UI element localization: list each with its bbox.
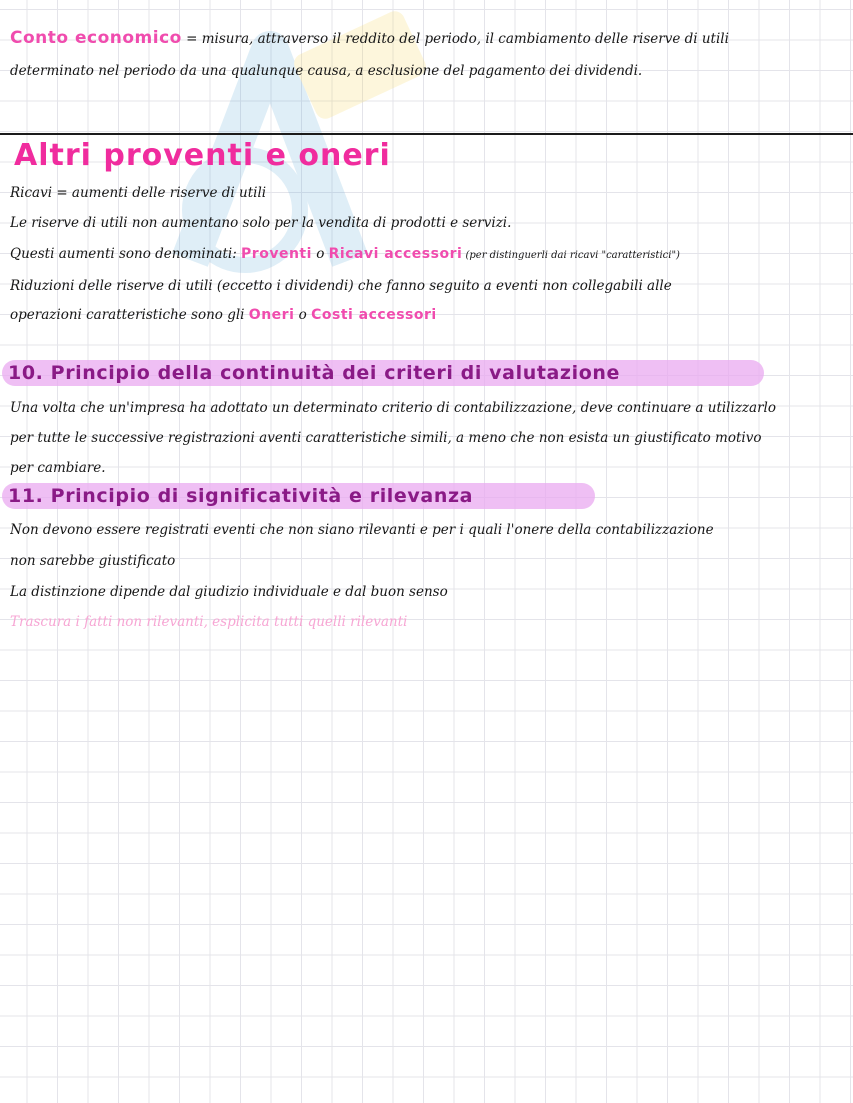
intro-line-1 [10, 28, 847, 49]
altri-line-3-mid: o [311, 246, 329, 262]
section-10-heading: 10. Principio della continuità dei criteri di valutazione [8, 362, 620, 384]
altri-line-5-start: operazioni caratteristiche sono gli [10, 307, 249, 323]
altri-line-5 [10, 305, 847, 325]
section-11-line-4: Trascura i fatti non rilevanti, esplicita tutti quelli rilevanti [10, 614, 408, 630]
conto-economico-term: Conto economico [10, 28, 182, 48]
section-11-line-1: Non devono essere registrati eventi che non siano rilevanti e per i quali l'onere della contabilizzazione [10, 522, 714, 538]
intro-line-1-text: = misura, attraverso il reddito del periodo, il cambiamento delle riserve di utili [181, 31, 729, 47]
costi-accessori-term: Costi accessori [311, 307, 437, 323]
section-divider [0, 133, 853, 135]
altri-line-3-start: Questi aumenti sono denominati: [10, 246, 242, 262]
altri-line-1: Ricavi = aumenti delle riserve di utili [10, 185, 267, 201]
section-11-line-2: non sarebbe giustificato [10, 553, 176, 569]
section-10-line-2: per tutte le successive registrazioni aventi caratteristiche simili, a meno che non esista un giustificato motivo [10, 430, 762, 446]
section-11-heading: 11. Principio di significatività e rilevanza [8, 485, 474, 507]
altri-line-5-mid: o [294, 307, 312, 323]
altri-line-2: Le riserve di utili non aumentano solo per la vendita di prodotti e servizi. [10, 215, 512, 231]
proventi-term: Proventi [241, 246, 312, 262]
altri-line-4: Riduzioni delle riserve di utili (eccetto i dividendi) che fanno seguito a eventi non collegabili alle [10, 278, 672, 294]
section-10-line-3: per cambiare. [10, 460, 106, 476]
intro-line-2: determinato nel periodo da una qualunque causa, a esclusione del pagamento dei dividendi. [10, 63, 643, 79]
altri-line-3 [10, 244, 847, 266]
ricavi-note: (per distinguerli dai ricavi "caratteristici") [462, 250, 680, 261]
section-11-line-3: La distinzione dipende dal giudizio individuale e dal buon senso [10, 584, 448, 600]
ricavi-accessori-term: Ricavi accessori [328, 246, 463, 262]
oneri-term: Oneri [248, 307, 295, 323]
section-10-line-1: Una volta che un'impresa ha adottato un determinato criterio di contabilizzazione, deve continuare a utilizzarlo [10, 400, 776, 416]
altri-proventi-heading: Altri proventi e oneri [14, 138, 391, 173]
